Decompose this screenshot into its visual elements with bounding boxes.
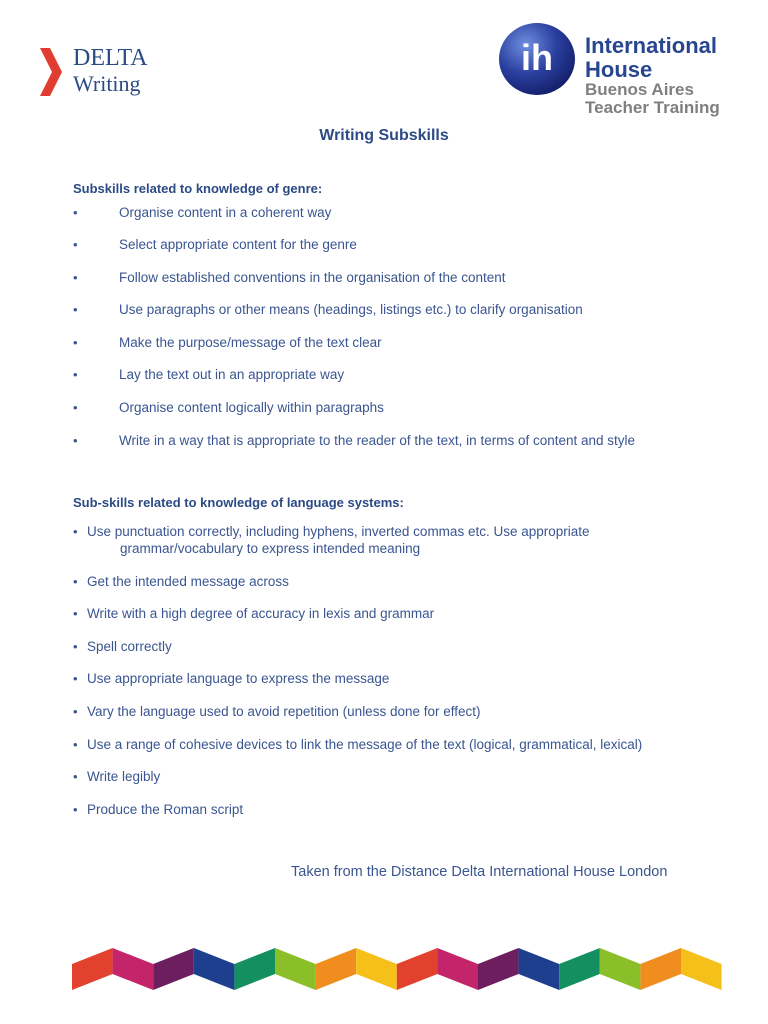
zigzag-segment xyxy=(640,948,681,990)
list-item: Use paragraphs or other means (headings, listings etc.) to clarify organisation xyxy=(119,302,583,317)
bullet: • xyxy=(73,433,78,448)
bullet: • xyxy=(73,671,78,686)
list-item: Write in a way that is appropriate to the reader of the text, in terms of content and style xyxy=(119,433,636,448)
bullet: • xyxy=(73,704,78,719)
zigzag-segment xyxy=(519,948,560,990)
delta-title: DELTA xyxy=(73,45,148,71)
bullet: • xyxy=(73,524,78,539)
zigzag-segment xyxy=(194,948,235,990)
list-item: Write legibly xyxy=(87,769,161,784)
bullet: • xyxy=(73,769,78,784)
list-item xyxy=(87,523,687,557)
genre-section-heading: Subskills related to knowledge of genre: xyxy=(73,181,323,196)
list-item: Organise content logically within paragraphs xyxy=(119,400,384,415)
delta-chevron-icon xyxy=(38,48,62,96)
bullet: • xyxy=(73,302,78,317)
bullet: • xyxy=(73,802,78,817)
zigzag-segment xyxy=(356,948,397,990)
bullet: • xyxy=(73,335,78,350)
bullet: • xyxy=(73,737,78,752)
list-item: Use a range of cohesive devices to link the message of the text (logical, grammatical, lexical) xyxy=(87,737,643,752)
list-item: Organise content in a coherent way xyxy=(119,205,332,220)
list-item: Vary the language used to avoid repetition (unless done for effect) xyxy=(87,704,481,719)
zigzag-segment xyxy=(600,948,641,990)
language-section-heading: Sub-skills related to knowledge of language systems: xyxy=(73,495,404,510)
zigzag-segment xyxy=(397,948,438,990)
zigzag-border-decoration xyxy=(72,948,722,990)
list-item-line: grammar/vocabulary to express intended meaning xyxy=(120,541,421,556)
list-item: Write with a high degree of accuracy in lexis and grammar xyxy=(87,606,435,621)
zigzag-segment xyxy=(275,948,316,990)
bullet: • xyxy=(73,574,78,589)
bullet: • xyxy=(73,400,78,415)
zigzag-segment xyxy=(72,948,113,990)
page-title: Writing Subskills xyxy=(319,127,449,144)
bullet: • xyxy=(73,205,78,220)
list-item: Lay the text out in an appropriate way xyxy=(119,367,345,382)
ih-globe-logo xyxy=(498,22,576,96)
zigzag-segment xyxy=(316,948,357,990)
list-item: Make the purpose/message of the text clear xyxy=(119,335,382,350)
list-item: Follow established conventions in the organisation of the content xyxy=(119,270,506,285)
delta-subtitle: Writing xyxy=(73,71,141,96)
list-item: Produce the Roman script xyxy=(87,802,244,817)
bullet: • xyxy=(73,237,78,252)
org-name: International House xyxy=(585,33,718,82)
list-item-line: Use punctuation correctly, including hyphens, inverted commas etc. Use appropriate xyxy=(87,524,590,539)
zigzag-segment xyxy=(478,948,519,990)
source-note: Taken from the Distance Delta International House London xyxy=(291,864,668,880)
zigzag-segment xyxy=(234,948,275,990)
org-city: Buenos Aires xyxy=(585,80,694,99)
list-item: Spell correctly xyxy=(87,639,172,654)
svg-text:ih: ih xyxy=(521,37,553,78)
zigzag-segment xyxy=(437,948,478,990)
zigzag-segment xyxy=(113,948,154,990)
org-unit: Teacher Training xyxy=(585,98,720,117)
list-item: Get the intended message across xyxy=(87,574,289,589)
zigzag-segment xyxy=(681,948,722,990)
list-item: Use appropriate language to express the message xyxy=(87,671,390,686)
bullet: • xyxy=(73,606,78,621)
bullet: • xyxy=(73,367,78,382)
bullet: • xyxy=(73,270,78,285)
list-item: Select appropriate content for the genre xyxy=(119,237,357,252)
bullet: • xyxy=(73,639,78,654)
zigzag-segment xyxy=(153,948,194,990)
zigzag-segment xyxy=(559,948,600,990)
